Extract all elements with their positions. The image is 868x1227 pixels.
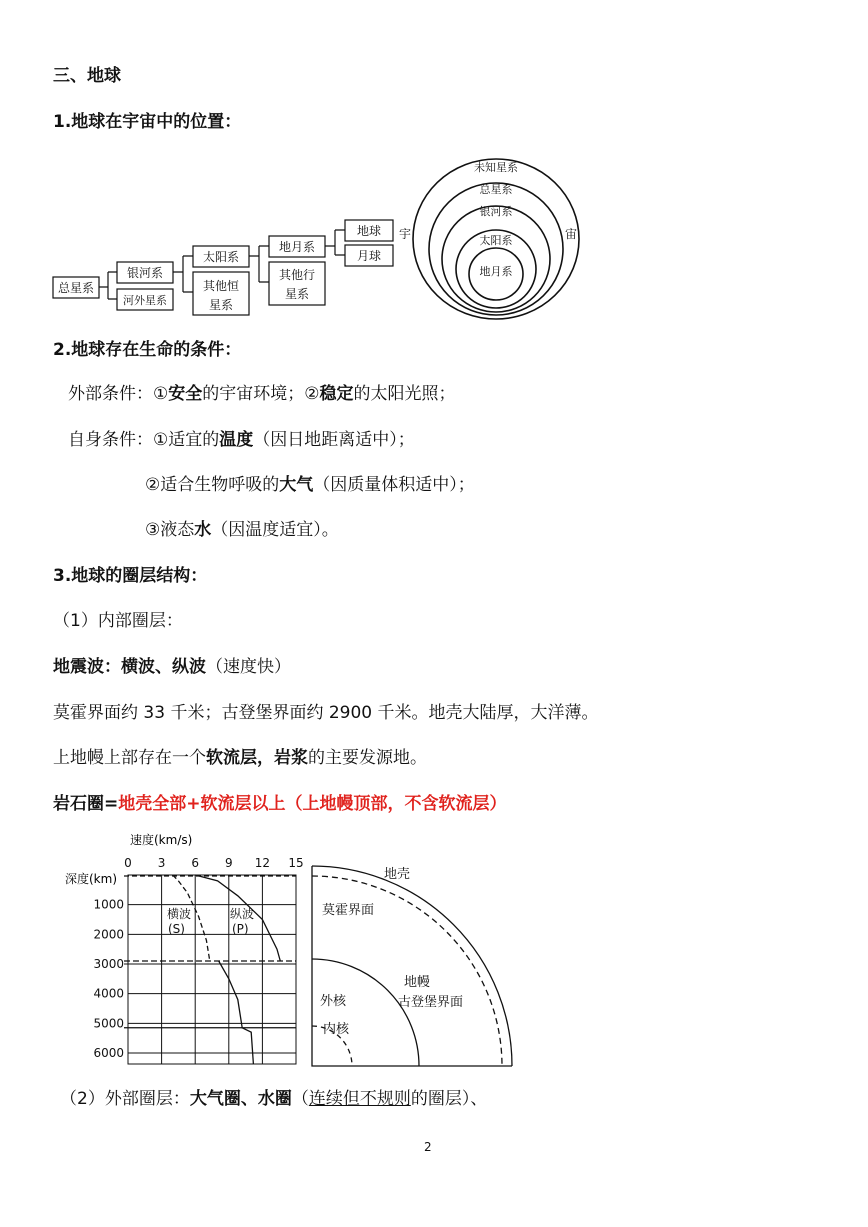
y-tick-label: 2000 [93, 927, 124, 942]
ring-solar: 太阳系 [479, 234, 513, 247]
ext-k2: 稳定 [319, 384, 354, 404]
x-tick-label: 15 [288, 856, 304, 870]
litho-red: 地壳全部+软流层以上（上地幔顶部，不含软流层） [118, 794, 507, 814]
crust-label: 地壳 [384, 867, 411, 882]
p-wave-line [219, 961, 254, 1064]
moho-label: 莫霍界面 [322, 903, 375, 918]
milkyway-label: 银河系 [126, 266, 164, 280]
condition-water [145, 518, 339, 542]
water-prefix: ③液态 [145, 520, 195, 540]
lithosphere-definition [53, 792, 507, 816]
s-wave-name: 横波 [167, 907, 192, 921]
universe-right: 宙 [564, 227, 578, 241]
ring-milkyway: 银河系 [479, 205, 513, 218]
x-tick-label: 12 [254, 856, 271, 870]
water-t: （因温度适宜）。 [211, 520, 339, 540]
internal-conditions [68, 428, 415, 452]
earthmoon-label: 地月系 [278, 240, 316, 254]
seismic-waves [53, 655, 291, 679]
int-t1: （因日地距离适中）； [253, 430, 415, 450]
atm-t: （因质量体积适中）； [313, 475, 475, 495]
outer-spheres [60, 1087, 487, 1111]
earth-label: 地球 [356, 224, 382, 238]
ext-t1: 的宇宙环境；② [202, 384, 320, 404]
y-tick-label: 4000 [93, 986, 124, 1001]
universe-hierarchy-diagram [50, 212, 400, 322]
atm-prefix: ②适合生物呼吸的 [145, 475, 280, 495]
y-axis-title: 深度(km) [65, 872, 118, 886]
heading-2: 2.地球存在生命的条件： [53, 340, 242, 360]
s-wave-sym: (S) [168, 922, 185, 936]
page-number: 2 [424, 1140, 432, 1154]
gutenberg-boundary [312, 959, 419, 1066]
mantle-label: 地幔 [404, 975, 431, 990]
x-tick-label: 0 [124, 856, 132, 870]
solar-label: 太阳系 [202, 250, 240, 264]
moon-label: 月球 [356, 249, 382, 263]
root-label: 总星系 [57, 281, 95, 295]
p-wave-sym: (P) [232, 922, 249, 936]
mantle-p1: 上地幔上部存在一个 [53, 748, 206, 768]
other-planets-label-2: 星系 [284, 287, 310, 301]
outer-underline: 连续但不规则 [308, 1089, 411, 1109]
outer-core-label: 外核 [320, 994, 347, 1009]
water-k: 水 [194, 520, 212, 540]
section-title: 三、地球 [53, 66, 121, 86]
y-tick-label: 1000 [93, 897, 124, 912]
ring-earthmoon: 地月系 [479, 265, 513, 278]
ext-t2: 的太阳光照； [353, 384, 456, 404]
heading-1: 1.地球在宇宙中的位置： [53, 112, 242, 132]
mantle-text [53, 746, 427, 770]
y-tick-label: 5000 [93, 1016, 124, 1031]
p-wave-name: 纵波 [230, 907, 255, 921]
universe-circles-diagram [395, 152, 585, 322]
litho-black: 岩石圈= [53, 794, 119, 814]
other-stars-label-1: 其他恒 [202, 279, 240, 293]
y-tick-label: 6000 [93, 1045, 124, 1060]
gutenberg-label: 古登堡界面 [398, 995, 464, 1010]
x-axis-title: 速度(km/s) [130, 833, 193, 847]
ext-prefix: 外部条件：① [68, 384, 169, 404]
int-prefix: 自身条件：①适宜的 [68, 430, 220, 450]
int-k1: 温度 [219, 430, 254, 450]
seismic-wave-chart [60, 828, 320, 1073]
x-tick-label: 3 [157, 856, 166, 870]
external-conditions [68, 382, 456, 406]
x-tick-label: 9 [224, 856, 233, 870]
y-tick-label: 3000 [93, 956, 124, 971]
moho-text: 莫霍界面约 33 千米；古登堡界面约 2900 千米。地壳大陆厚，大洋薄。 [53, 703, 599, 723]
chart-frame [128, 875, 296, 1064]
other-galaxies-label: 河外星系 [123, 294, 167, 307]
outer-p1: （2）外部圈层： [60, 1089, 190, 1109]
waves-bold: 地震波：横波、纵波 [53, 657, 206, 677]
ext-k1: 安全 [168, 384, 203, 404]
universe-left: 宇 [398, 227, 412, 241]
ring-unknown: 未知星系 [474, 161, 518, 174]
other-planets-label-1: 其他行 [278, 268, 316, 282]
outer-p3: 的圈层）、 [410, 1089, 488, 1109]
mantle-p2: 的主要发源地。 [308, 748, 427, 768]
atm-k: 大气 [279, 475, 314, 495]
waves-normal: （速度快） [206, 657, 291, 677]
outer-p2: （ [291, 1089, 309, 1109]
x-tick-label: 6 [191, 856, 200, 870]
earth-layers-quadrant [308, 862, 518, 1070]
other-stars-label-2: 星系 [208, 298, 234, 312]
heading-3: 3.地球的圈层结构： [53, 566, 208, 586]
inner-spheres: （1）内部圈层： [53, 611, 183, 631]
condition-atmosphere [145, 473, 475, 497]
ring-total: 总星系 [479, 183, 513, 196]
outer-k1: 大气圈、水圈 [189, 1089, 292, 1109]
mantle-k1: 软流层，岩浆 [206, 748, 308, 768]
inner-core-label: 内核 [323, 1022, 350, 1037]
